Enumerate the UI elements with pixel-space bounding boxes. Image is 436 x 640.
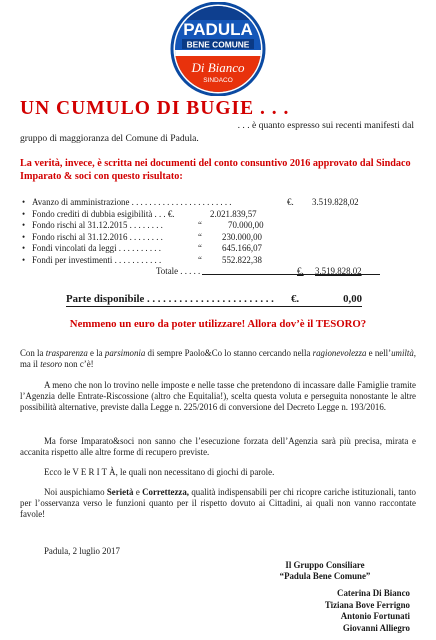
total-row: Totale . . . . . €. 3.519.828,02 bbox=[22, 266, 402, 278]
list-item: • Fondi per investimenti . . . . . . . . . . . “ 552.822,38 bbox=[22, 254, 262, 265]
padula-bene-comune-logo bbox=[170, 2, 266, 96]
logo-subtitle: BENE COMUNE bbox=[186, 39, 250, 50]
logo-name: PADULA bbox=[183, 20, 253, 39]
list-item: • Fondo crediti di dubbia esigibilità . . . €. 2.021.839,57 bbox=[22, 208, 257, 219]
signature-list-name: “Padula Bene Comune” bbox=[279, 571, 371, 581]
paragraph-2: A meno che non lo trovino nelle imposte e nelle tasse che pretendono di incassare dalle Famiglie tramite l’Agenzia delle Entrate-Riscossione (altro che Equitalia!), scelta questa voluta e perseguita nonostante le altre possibilità alternative, previste dalla Legge n. 225/2016 di conversione del Decreto Legge n. 193/2016. bbox=[20, 380, 416, 412]
list-item: • Fondi vincolati da leggi . . . . . . . . . . “ 645.166,07 bbox=[22, 243, 262, 253]
signature-group: Il Gruppo Consiliare bbox=[285, 560, 365, 570]
logo-candidate: Di Bianco bbox=[191, 60, 245, 75]
nemmeno-heading: Nemmeno un euro da poter utilizzare! Allora dov’è il TESORO? bbox=[69, 318, 367, 330]
list-item: • Fondo rischi al 31.12.2016 . . . . . . . . “ 230.000,00 bbox=[22, 231, 262, 242]
red-paragraph: La verità, invece, è scritta nei documenti del conto consuntivo 2016 approvato dal Sindaco Imparato & soci con questo risultato: bbox=[20, 158, 411, 182]
intro-line-1: . . . è quanto espresso sui recenti manifesti dal bbox=[237, 120, 414, 131]
signature-block bbox=[240, 560, 410, 582]
paragraph-4: Ecco le V E R I T À, le quali non necessitano di giochi di parole. bbox=[44, 467, 275, 477]
signatory-name: Caterina Di Bianco bbox=[337, 588, 410, 598]
signatory-name: Antonio Fortunati bbox=[340, 611, 410, 621]
headline: UN CUMULO DI BUGIE . . . bbox=[20, 98, 290, 119]
intro-line-2: gruppo di maggioranza del Comune di Padula. bbox=[20, 133, 199, 144]
accounts-list bbox=[22, 197, 402, 278]
paragraph-1: Con la trasparenza e la parsimonia di sempre Paolo&Co lo stanno cercando nella ragionevolezza e nell’umiltà, ma il tesoro non c’è! bbox=[20, 348, 417, 369]
parte-disponibile: Parte disponibile . . . . . . . . . . . . . . . . . . . . . . . . €. 0,00 bbox=[66, 293, 362, 305]
signatory-name: Giovanni Alliegro bbox=[342, 622, 410, 633]
list-item: • Fondo rischi al 31.12.2015 . . . . . . . . “ 70.000,00 bbox=[22, 220, 264, 230]
list-item: • Avanzo di amministrazione . . . . . . . . . . . . . . . . . . . . . . . €. 3.519.828,02 bbox=[22, 197, 359, 207]
date-line: Padula, 2 luglio 2017 bbox=[44, 546, 120, 556]
paragraph-5: Noi auspichiamo Serietà e Correttezza, qualità indispensabili per chi ricopre cariche istituzionali, tanto per l’osservanza verso le funzioni quanto per il rispetto dovuto ai Cittadini, ai quali non vanno raccontate favole! bbox=[20, 487, 416, 519]
logo-role: SINDACO bbox=[203, 77, 233, 84]
signatories bbox=[325, 588, 410, 634]
signatory-name: Tiziana Bove Ferrigno bbox=[324, 599, 410, 610]
paragraph-3: Ma forse Imparato&soci non sanno che l’esecuzione forzata dell’Agenzia sarà più precisa, mirata e accanita rispetto alle altre forme di recupero previste. bbox=[20, 436, 416, 457]
total-rule bbox=[202, 274, 380, 275]
